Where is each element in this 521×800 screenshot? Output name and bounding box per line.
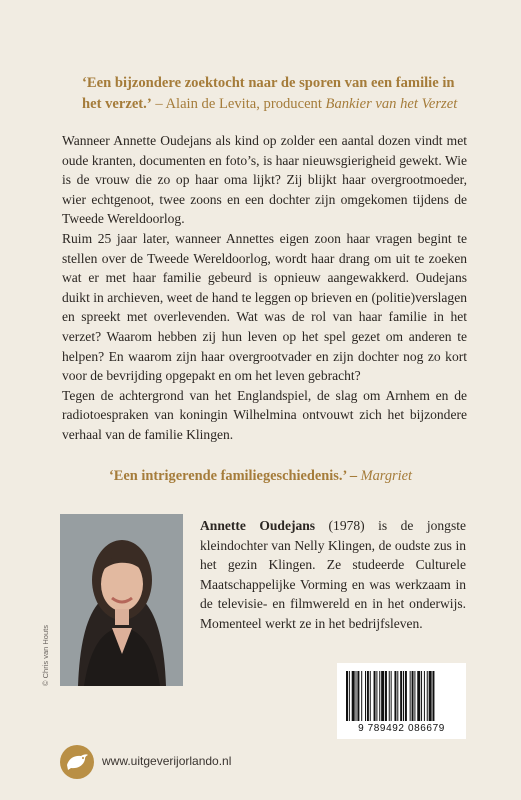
barcode-bar [367, 671, 369, 721]
bird-logo-icon [60, 745, 94, 779]
barcode-bar [361, 671, 362, 721]
barcode-bars [345, 671, 458, 721]
publisher-website[interactable]: www.uitgeverijorlando.nl [102, 754, 232, 768]
blurb-paragraph-2: Ruim 25 jaar later, wanneer Annettes eigen zoon haar vragen begint te stellen over de Tweede Wereldoorlog, wordt haar drang om uit te zoeken wat er met haar familie gebeurd is opnieuw aangewakkerd. Oudejans duikt in archieven, weet de hand te leggen op brieven en (politie)verslagen en spreekt met overlevenden. Wat was de rol van haar familie in het verzet? Waarom hebben zij hun leven op het spel gezet om anderen te helpen? En waarom zijn haar overgrootvader en zijn dochter nog zo kort voor de bevrijding opgepakt en om het leven gebracht? [62, 230, 467, 384]
mid-quote-text: ‘Een intrigerende familiegeschiedenis.’ [108, 468, 347, 484]
barcode-bar [376, 671, 377, 721]
barcode-bar [417, 671, 420, 721]
blurb [62, 131, 467, 445]
barcode-bar [394, 671, 396, 721]
photo-credit: © Chris van Houts [41, 625, 50, 686]
mid-quote [0, 468, 521, 485]
author-portrait-illustration [60, 514, 183, 686]
barcode-bar [397, 671, 398, 721]
barcode-bar [349, 671, 350, 721]
barcode-bar [412, 671, 414, 721]
barcode [337, 663, 466, 739]
author-bio-text: (1978) is de jongste kleindochter van Nelly Klingen, de oudste zus in het gezin Klingen. Ze studeerde Culturele Maatschappelijke Vorming en was werkzaam in de televisie- en filmwereld en in het onderwijs. Momenteel werkt ze in het bedrijfsleven. [200, 518, 466, 631]
barcode-bar [421, 671, 422, 721]
barcode-bar [357, 671, 359, 721]
barcode-bar [414, 671, 415, 721]
top-quote-work: Bankier van het Verzet [325, 96, 458, 112]
barcode-bar [391, 671, 392, 721]
barcode-bar [365, 671, 366, 721]
barcode-bar [385, 671, 387, 721]
barcode-bar [374, 671, 376, 721]
barcode-bar [379, 671, 380, 721]
barcode-bar [429, 671, 432, 721]
barcode-bar [400, 671, 402, 721]
top-quote-attribution: – Alain de Levita, producent [151, 96, 326, 112]
barcode-bar [424, 671, 425, 721]
top-quote [82, 73, 462, 115]
top-quote-text: ‘Een bijzondere zoektocht naar de sporen van een familie in het verzet.’ [82, 75, 455, 112]
barcode-bar [370, 671, 371, 721]
author-bio [200, 516, 466, 634]
barcode-bar [381, 671, 384, 721]
barcode-bar [403, 671, 404, 721]
author-name: Annette Oudejans [200, 518, 316, 533]
blurb-paragraph-1: Wanneer Annette Oudejans als kind op zolder een aantal dozen vindt met oude kranten, documenten en foto’s, is haar nieuwsgierigheid gewekt. Wie is de vrouw die zo op haar oma lijkt? Zij blijkt haar overgrootmoeder, wier echtgenoot, twee zoons en een dochter zijn omgekomen tijdens de Tweede Wereldoorlog. [62, 133, 467, 227]
mid-quote-source: Margriet [360, 468, 413, 484]
barcode-bar [389, 671, 390, 721]
barcode-bar [410, 671, 411, 721]
barcode-bar [346, 671, 348, 721]
barcode-bar [432, 671, 434, 721]
barcode-bar [356, 671, 357, 721]
barcode-bar [405, 671, 407, 721]
author-photo [60, 514, 183, 686]
isbn-number: 9 789492 086679 [358, 723, 445, 734]
barcode-bar [352, 671, 355, 721]
blurb-paragraph-3: Tegen de achtergrond van het Englandspiel, de slag om Arnhem en de radiotoespraken van koningin Wilhelmina ontvouwt zich het bijzondere verhaal van de familie Klingen. [62, 387, 467, 442]
mid-quote-dash: – [346, 468, 361, 484]
barcode-bar [427, 671, 428, 721]
